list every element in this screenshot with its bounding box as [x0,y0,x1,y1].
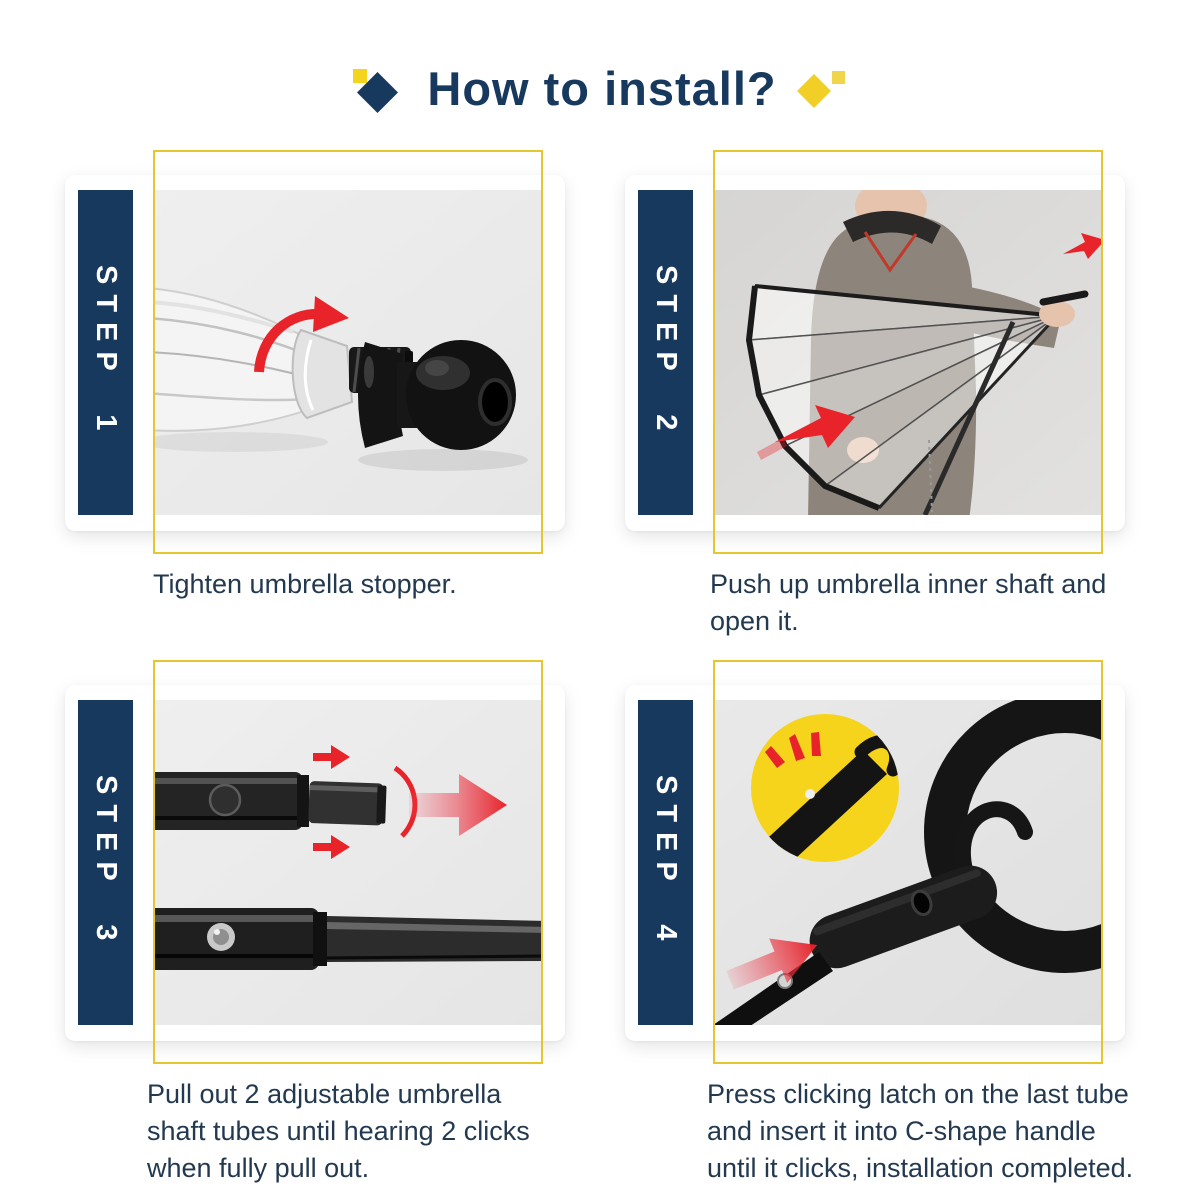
step-3-label: STEP 3 [90,774,122,951]
step-4-photo [713,700,1103,1025]
caption-line: Push up umbrella inner shaft and [710,569,1107,599]
step-4-label: STEP 4 [650,774,682,951]
caption-line: shaft tubes until hearing 2 clicks [147,1116,530,1146]
step-4-banner [638,700,693,1025]
step-1-photo [153,190,543,515]
caption-line: until it clicks, installation completed. [707,1153,1134,1183]
caption-line: and insert it into C-shape handle [707,1116,1096,1146]
yellow-diamond-icon [797,74,831,108]
step-4-caption [707,1076,1187,1187]
caption-line: Tighten umbrella stopper. [153,569,457,599]
title-right-diamond-icon [799,67,847,113]
step-1-panel [65,150,565,562]
step-1-banner [78,190,133,515]
small-yellow-square-icon [353,69,367,83]
step-3-photo [153,700,543,1025]
page-title: How to install? [427,61,777,115]
c-shape-handle-illustration [713,700,1103,1025]
open-inner-shaft-illustration [713,190,1103,515]
small-yellow-square-icon [832,71,845,84]
step-3-banner [78,700,133,1025]
step-3-panel [65,660,565,1072]
header [0,52,1200,124]
title-left-diamond-icon [353,69,405,123]
step-1-caption [153,566,593,603]
step-2-caption [710,566,1170,640]
step-2-label: STEP 2 [650,264,682,441]
ball-stopper [358,340,516,450]
pull-out-shaft-tubes-illustration [153,700,543,1025]
caption-line: Pull out 2 adjustable umbrella [147,1079,502,1109]
step-1-label: STEP 1 [90,264,122,441]
caption-line: Press clicking latch on the last tube [707,1079,1129,1109]
step-2-banner [638,190,693,515]
caption-line: open it. [710,606,799,636]
caption-line: when fully pull out. [147,1153,370,1183]
step-2-photo [713,190,1103,515]
step-2-panel [625,150,1125,562]
step-4-panel [625,660,1125,1072]
step-3-caption [147,1076,587,1187]
umbrella-stopper-illustration [153,190,543,515]
